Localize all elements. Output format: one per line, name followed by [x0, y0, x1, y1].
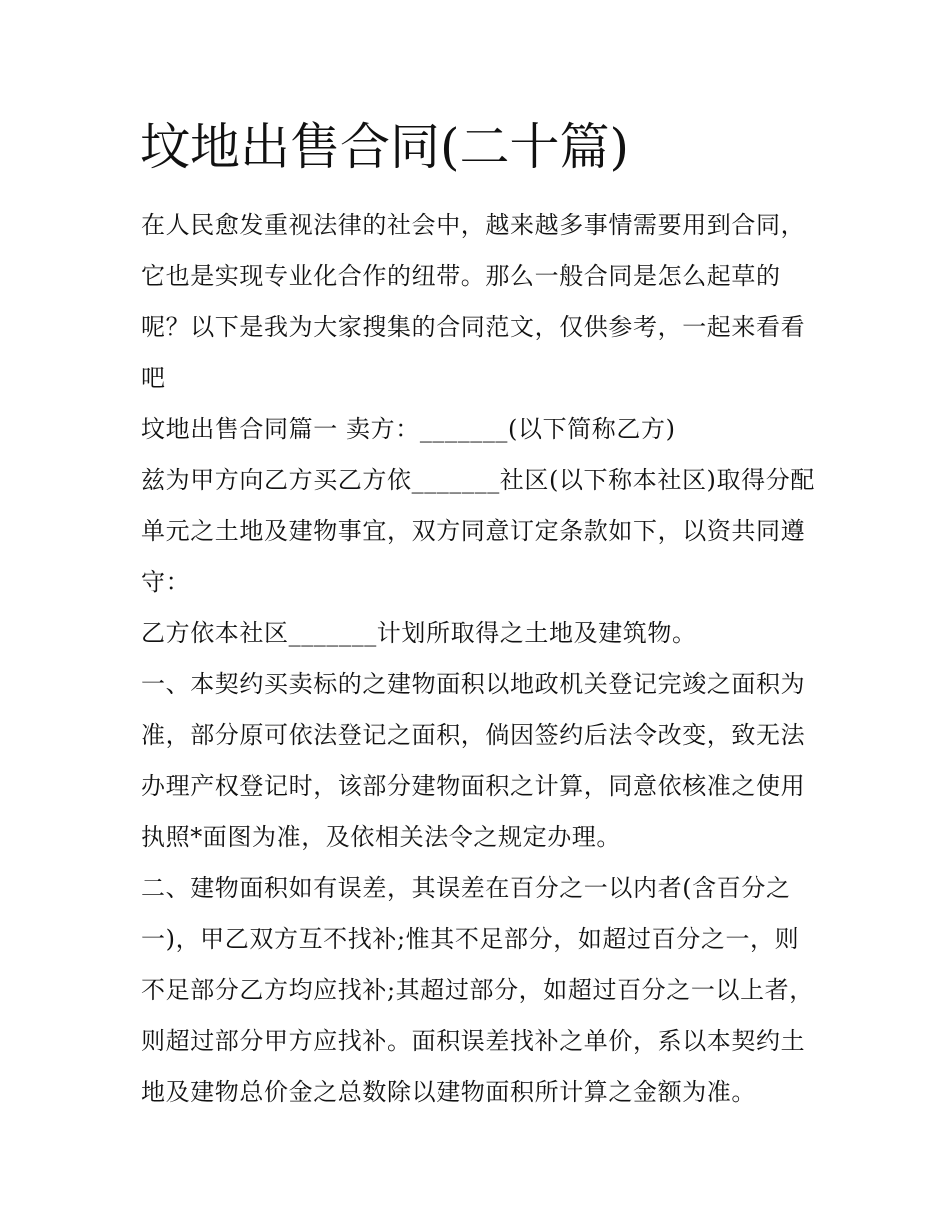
subject-paragraph: 乙方依本社区_______计划所取得之土地及建筑物。 [141, 619, 697, 647]
document-title: 坟地出售合同(二十篇) [140, 118, 630, 176]
intro-paragraph: 在人民愈发重视法律的社会中，越来越多事情需要用到合同，它也是实现专业化合作的纽带。那么一般合同是怎么起草的呢？以下是我为大家搜集的合同范文，仅供参考，一起来看看吧 [141, 211, 806, 392]
clause-two-paragraph: 二、建物面积如有误差，其误差在百分之一以内者(含百分之一)，甲乙双方互不找补;惟其不足部分，如超过百分之一，则不足部分乙方均应找补;其超过部分，如超过百分之一以上者，则超过部分甲方应找补。面积误差找补之单价，系以本契约土地及建物总价金之总数除以建物面积所计算之金额为准。 [141, 874, 814, 1106]
seller-line: 坟地出售合同篇一 卖方：_______(以下简称乙方) [141, 415, 676, 443]
preamble-paragraph: 兹为甲方向乙方买乙方依_______社区(以下称本社区)取得分配单元之土地及建物事宜，双方同意订定条款如下，以资共同遵守： [141, 466, 815, 596]
clause-one-paragraph: 一、本契约买卖标的之建物面积以地政机关登记完竣之面积为准，部分原可依法登记之面积，倘因签约后法令改变，致无法办理产权登记时，该部分建物面积之计算，同意依核准之使用执照*面图为准，及依相关法令之规定办理。 [141, 670, 806, 851]
document-body [141, 200, 821, 1118]
